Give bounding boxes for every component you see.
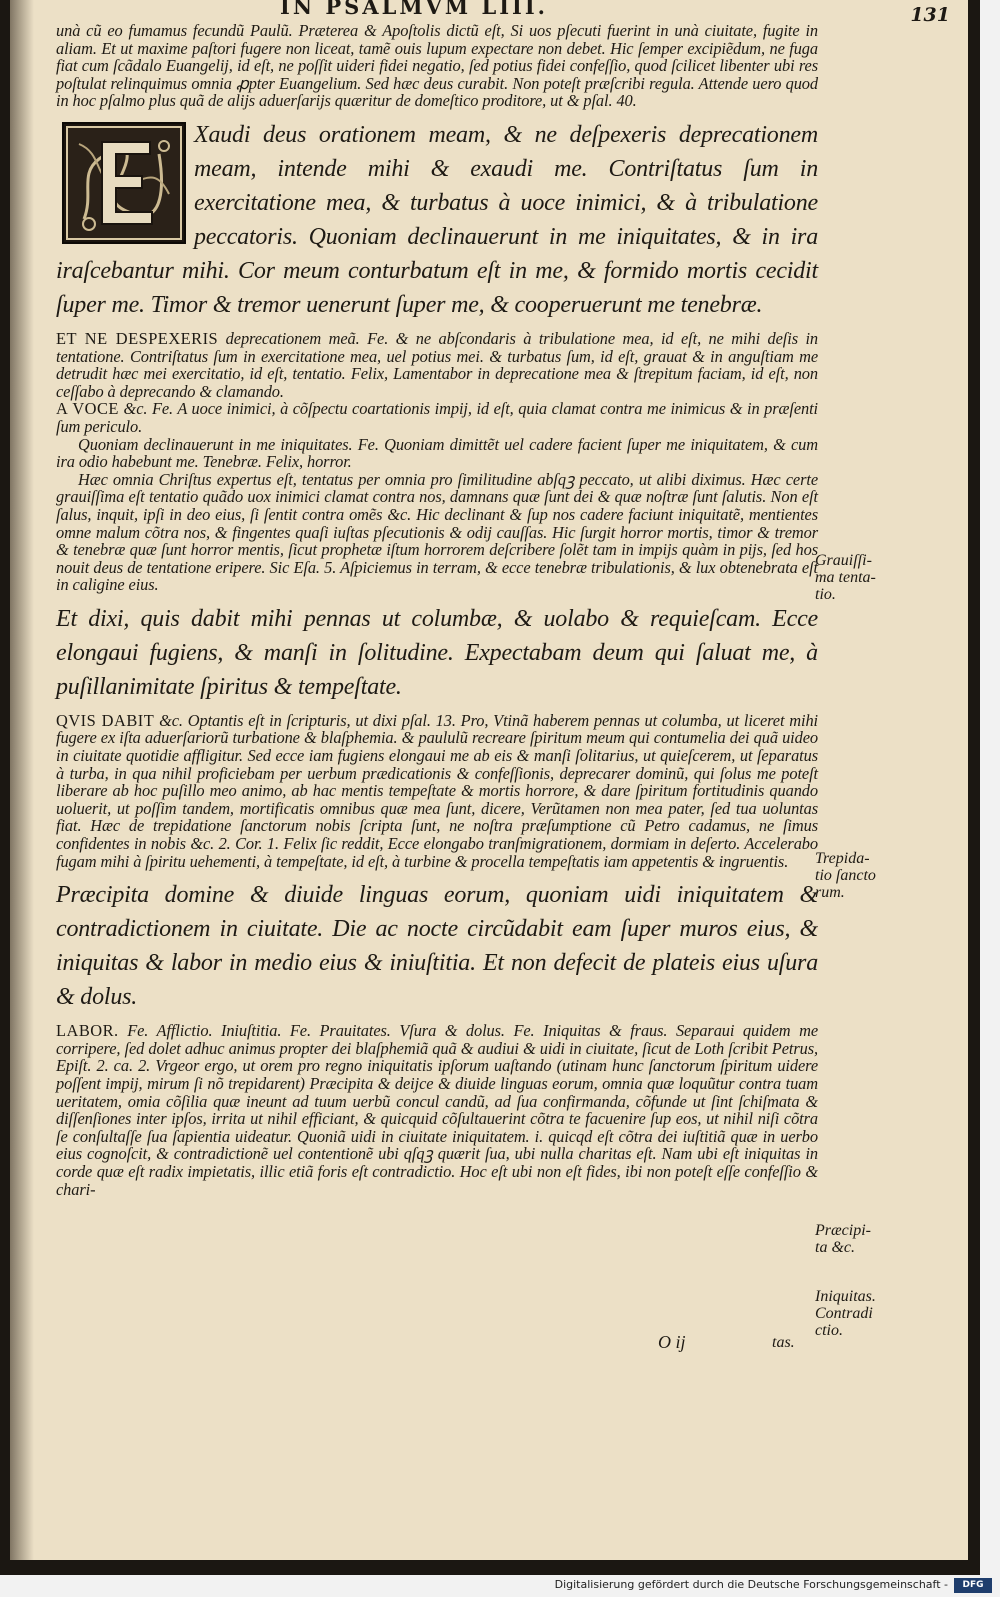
commentary-paragraph <box>56 712 818 870</box>
commentary-text: deprecationem meã. Fe. & ne abſcondaris à tribulatione mea, id eſt, ne mihi deſis in tentatione. Contriſtatus ſum in exercitatione mea, uel potius mei. & turbatus ſum, id eſt, grauat & in anguſtiam me detrudit hæc mei exercitatio, id eſt, tentatio. Felix, Lamentabor in deprecatione mea & ſtrepitum faciam, id eſt, non ceſſabo à deprecando & clamando. <box>56 328 818 401</box>
margin-note-line: rum. <box>815 884 845 901</box>
psalm-verse-1 <box>56 118 818 322</box>
psalm-text: Xaudi deus orationem meam, & ne deſpexeris deprecationem meam, intende mihi & exaudi me. Contriſtatus ſum in exercitatione mea, & turbatus à uoce inimici, & à tribulatione peccatoris. Quoniam declinauerunt in me iniquitates, & in ira iraſcebantur mihi. Cor meum conturbatum eſt in me, & formido mortis cecidit ſuper me. Timor & tremor uenerunt ſuper me, & cooperuerunt me tenebræ. <box>56 121 818 318</box>
lemma-lead: QVIS DABIT <box>56 710 155 730</box>
commentary-text: Fe. Afflictio. Iniuſtitia. Fe. Prauitates. Vſura & dolus. Fe. Iniquitas & fraus. Separaui quidem me corripere, ſed dolet adhuc animus propter dei blaſphemiã quã & audiui & uidi in ciuitate, ſicut de Loth ſcribit Petrus, Epiſt. 2. ca. 2. Vrgeor ergo, ut orem pro regno iniquitatis ipſorum uaſtando (utinam hunc ſanctorum ſpiritum uidere poſſent impij, mirum ſi nõ trepidarent) Præcipita & deijce & diuide linguas eorum, omnia quæ loquũtur contra tuam ueritatem, omia cõſilia quæ ineunt ad tuum uerbũ concul candũ, ad ſua confirmanda, cõfunde ut ſint ſchiſmata & diſſenſiones inter ipſos, irrita ut nihil efficiant, & quicquid cõſultauerint cõtra te facuenire ſup eos, ut nihil niſi cõtra ſe conſultaſſe ſua ſapientia uideatur. Quoniã uidi in ciuitate iniquitatem. i. quicqd eſt cõtra dei iuſtitiã quæ in uerbo eius cognoſcit, & contradictionẽ uel contentionẽ ubi qſqꝫ quærit ſua, ubi nulla charitas eſt. Nam ubi eſt iniquitas in corde quæ eſt radix impietatis, illic etiã foris eſt contradictio. Hoc eſt ubi non eſt fides, ibi non poteſt eſſe confeſſio & chari- <box>56 1021 818 1199</box>
book-page <box>10 0 968 1560</box>
commentary-paragraph: Quoniam declinauerunt in me iniquitates. Fe. Quoniam dimittẽt uel cadere facient ſuper me iniquitatem, & cum ira odio habebunt me. Tenebræ. Felix, horror. <box>56 434 818 472</box>
main-text-column <box>56 22 818 1198</box>
margin-note-line: tio. <box>815 586 836 603</box>
margin-note <box>815 1222 935 1256</box>
footer-bar <box>0 1575 1000 1597</box>
commentary-paragraph <box>56 330 818 400</box>
signature-mark: O ij <box>658 1332 686 1352</box>
dfg-logo: DFG <box>954 1578 992 1593</box>
margin-note-line: Contradi <box>815 1305 873 1322</box>
ornamental-initial-e-icon <box>62 122 186 244</box>
margin-note-line: ta &c. <box>815 1239 855 1256</box>
lemma-lead: ET NE DESPEXERIS <box>56 328 219 348</box>
margin-note <box>815 552 935 603</box>
footer-credit: Digitalisierung gefördert durch die Deutsche Forschungsgemeinschaft - <box>554 1578 948 1591</box>
catchword: tas. <box>772 1334 795 1351</box>
psalm-verse-2: Et dixi, quis dabit mihi pennas ut columbæ, & uolabo & requieſcam. Ecce elongaui fugiens, & manſi in ſolitudine. Expectabam deum qui ſaluat me, à puſillanimitate ſpiritus & tempeſtate. <box>56 605 818 700</box>
lemma-lead: LABOR. <box>56 1021 119 1041</box>
running-head: IN PSALMVM LIII. <box>280 0 548 19</box>
paragraph-intro: unà cũ eo fumamus fecundũ Paulũ. Præterea & Apoſtolis dictũ eſt, Si uos pſecuti fuerint in unà ciuitate, fugite in aliam. Et ut maxime paſtori fugere non liceat, tamẽ ouis lupum expectare non debet. Hic ſemper excipiẽdum, ne fuga fiat cum ſcãdalo Euangelij, id eſt, ne poſſit uideri fidei negatio, ſed potius fidei confeſſio, quod ſcilicet libenter ubi res poſtulat relinquimus omnia ꝓpter Euangelium. Sed hæc deus curabit. Non poteſt præſcribi regula. Attende uero quod in hoc pſalmo plus quã de alijs aduerſarijs quæritur de domeſtico proditore, ut & pſal. 40. <box>56 21 818 111</box>
lemma-lead: A VOCE <box>56 399 119 419</box>
margin-note-line: ctio. <box>815 1322 843 1339</box>
margin-note-line: Præcipi- <box>815 1222 871 1239</box>
commentary-paragraph <box>56 400 818 435</box>
folio-number: 131 <box>910 4 950 26</box>
commentary-text: &c. Fe. A uoce inimici, à cõſpectu coartationis impij, id eſt, quia clamat contra me inimicus & in præſenti ſum periculo. <box>56 399 819 436</box>
commentary-paragraph <box>56 1022 818 1198</box>
commentary-paragraph: Hæc omnia Chriſtus expertus eſt, tentatus per omnia pro ſimilitudine abſqꝫ peccato, ut alibi diximus. Hæc certe grauiſſima eſt tentatio quãdo uox inimici clamat contra nos, damnans quæ ſunt dei & quæ noſtræ ſunt ſalutis. Non eſt ſalus, inquit, ipſi in deo eius, ſi ſentit contra omẽs &c. Hic declinant & ſup nos cadere faciunt iniquitatẽ, mentientes omne malum cõtra nos, & fingentes quaſi iuſtas pſecutionis & odij cauſſas. Hic ſurgit horror mortis, timor & tremor & tenebræ quæ ſunt horror mentis, ſicut prophetæ iſtum horrorem deſcribere ſolẽt tam in impijs quàm in pijs, ſed hos nouit deus de tentatione eripere. Sic Eſa. 5. Aſpiciemus in terram, & ecce tenebræ tribulationis, & lux obtenebrata eſt in caligine eius. <box>56 469 818 595</box>
psalm-verse-3: Præcipita domine & diuide linguas eorum, quoniam uidi iniquitatem & contradictionem in ciuitate. Die ac nocte circũdabit eam ſuper muros eius, & iniquitas & labor in medio eius & iniuſtitia. Et non defecit de plateis eius uſura & dolus. <box>56 882 818 1011</box>
margin-note-line: ma tenta- <box>815 569 876 586</box>
commentary-text: &c. Optantis eſt in ſcripturis, ut dixi pſal. 13. Pro, Vtinã haberem pennas ut columba, ut liceret mihi fugere ex iſta aduerſariorũ turbatione & blaſphemia. & paululũ recreare ſpiritum meum qui contumelia dei quã uideo in ciuitate quotidie affligitur. Sed ecce iam fugiens elongaui me ab eis & manſi ſolitarius, ut quieſcerem, ut ſeparatus à turba, in qua nihil proficiebam per uerbum prædicationis & confeſſionis, deprecarer dominũ, qui ſolus me poteſt liberare ab hoc puſillo meo animo, ab hac mentis tempeſtate & mortis horrore, & dare ſpiritum fortitudinis quando uoluerit, ut poſſim tandem, mortificatis omnibus quæ mea ſunt, dicere, Verũtamen non mea pater, ſed tua uoluntas fiat. Hæc de trepidatione ſanctorum nobis ſcripta ſunt, ne noſtra præſumptione cũ Petro cadamus, ne ſimus confidentes in nobis &c. 2. Cor. 1. Felix ſic reddit, Ecce elongabo tranſmigrationem, dormiam in deſerto. Accelerabo fugam mihi à ſpiritu uehementi, à tempeſtate, id eſt, à turbine & procella tempeſtatis iam appetentis & ingruentis. <box>56 710 819 871</box>
margin-note <box>815 850 935 901</box>
margin-note-line: tio ſancto <box>815 867 876 884</box>
margin-note-line: Grauiſſi- <box>815 552 872 569</box>
margin-note <box>815 1288 935 1339</box>
margin-note-line: Trepida- <box>815 850 870 867</box>
spine-shadow <box>10 0 34 1560</box>
margin-note-line: Iniquitas. <box>815 1288 876 1305</box>
